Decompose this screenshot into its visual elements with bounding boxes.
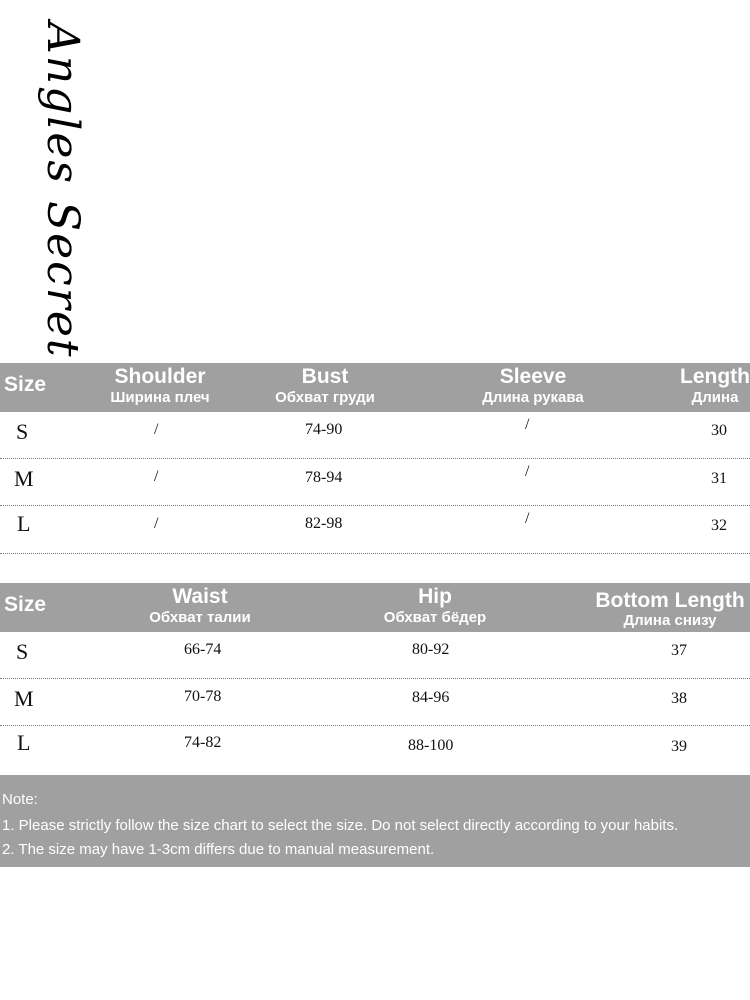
hip-value: 80-92 bbox=[412, 641, 450, 658]
header-length: Length Длина bbox=[680, 365, 750, 406]
header-size: Size bbox=[4, 373, 47, 396]
table-row bbox=[0, 412, 750, 459]
size-chart-bottom-table bbox=[0, 583, 750, 779]
header-hip: Hip Обхват бёдер bbox=[383, 585, 487, 626]
size-value: S bbox=[16, 419, 29, 444]
table-row bbox=[0, 507, 750, 554]
sleeve-value: / bbox=[525, 416, 530, 433]
header-size: Size bbox=[4, 593, 47, 616]
waist-value: 66-74 bbox=[184, 641, 222, 658]
bust-value: 78-94 bbox=[305, 469, 343, 486]
header-sleeve: Sleeve Длина рукава bbox=[482, 365, 584, 406]
shoulder-value: / bbox=[154, 515, 159, 532]
note-line: 2. The size may have 1-3cm differs due to manual measurement. bbox=[2, 841, 435, 858]
table-row bbox=[0, 679, 750, 726]
table-header bbox=[0, 583, 750, 632]
sleeve-value: / bbox=[525, 463, 530, 480]
hip-value: 88-100 bbox=[408, 737, 454, 754]
header-bust: Bust Обхват груди bbox=[275, 365, 375, 406]
note-box bbox=[0, 775, 750, 867]
length-value: 30 bbox=[711, 422, 727, 439]
bottom-length-value: 37 bbox=[671, 642, 687, 659]
header-bottom-length: Bottom Length Длина снизу bbox=[595, 589, 745, 629]
length-value: 32 bbox=[711, 517, 727, 534]
shoulder-value: / bbox=[154, 421, 159, 438]
size-value: S bbox=[16, 639, 29, 664]
table-row bbox=[0, 632, 750, 679]
table-row bbox=[0, 727, 750, 774]
waist-value: 70-78 bbox=[184, 688, 222, 705]
table-header bbox=[0, 363, 750, 412]
sleeve-value: / bbox=[525, 510, 530, 527]
table-row bbox=[0, 459, 750, 506]
waist-value: 74-82 bbox=[184, 734, 222, 751]
bottom-length-value: 38 bbox=[671, 690, 687, 707]
size-value: L bbox=[17, 511, 31, 536]
bottom-length-value: 39 bbox=[671, 738, 687, 755]
size-value: L bbox=[17, 730, 31, 755]
size-value: M bbox=[14, 686, 34, 711]
shoulder-value: / bbox=[154, 468, 159, 485]
note-title: Note: bbox=[2, 791, 38, 808]
header-waist: Waist Обхват талии bbox=[149, 585, 251, 626]
size-chart-top-table bbox=[0, 363, 750, 559]
brand-logo bbox=[32, 22, 94, 359]
hip-value: 84-96 bbox=[412, 689, 450, 706]
note-line: 1. Please strictly follow the size chart to select the size. Do not select directly according to your habits. bbox=[2, 817, 679, 834]
bust-value: 74-90 bbox=[305, 421, 343, 438]
length-value: 31 bbox=[711, 470, 727, 487]
brand-name: Angles Secret bbox=[37, 22, 88, 359]
bust-value: 82-98 bbox=[305, 515, 343, 532]
header-shoulder: Shoulder Ширина плеч bbox=[110, 365, 210, 406]
size-value: M bbox=[14, 466, 34, 491]
